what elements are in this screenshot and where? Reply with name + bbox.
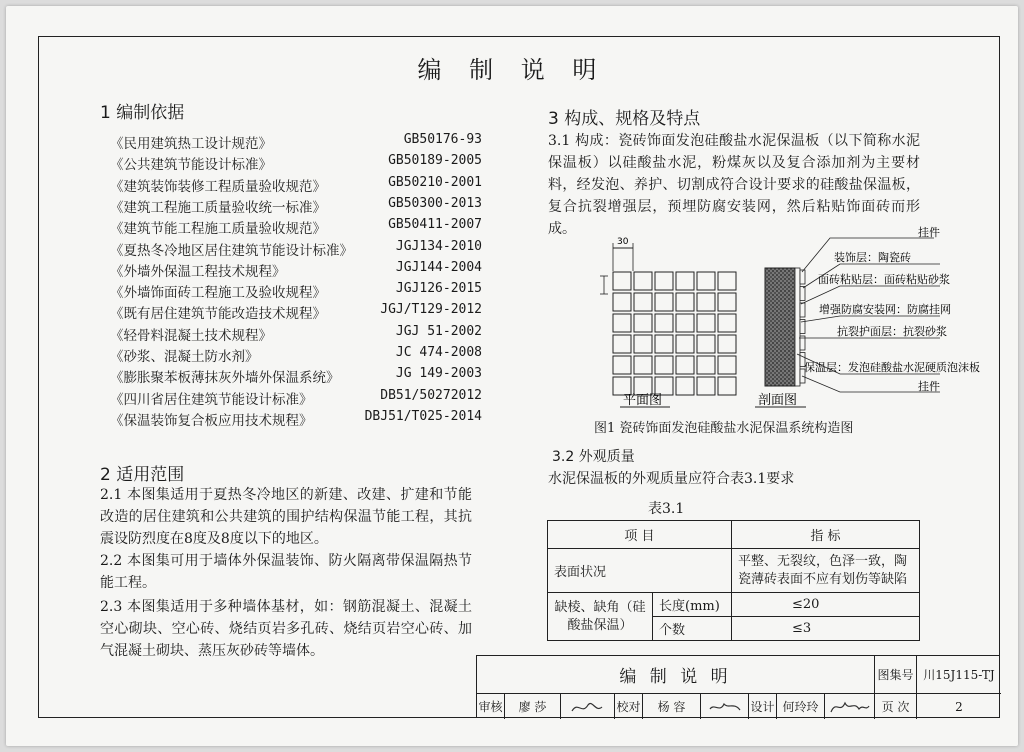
tile-cell <box>697 314 715 332</box>
tile-cell <box>634 272 652 290</box>
table-row1-value: 平整、无裂纹，色泽一致，陶瓷薄砖表面不应有划伤等缺陷 <box>732 549 920 593</box>
reviewer-name: 廖 莎 <box>505 694 561 719</box>
table-row1-item: 表面状况 <box>548 549 732 593</box>
standard-name: 《保温装饰复合板应用技术规程》 <box>110 412 313 429</box>
tile-cell <box>697 272 715 290</box>
section-tile <box>800 287 805 301</box>
title-block-name: 编 制 说 明 <box>477 656 875 694</box>
standard-name: 《外墙外保温工程技术规程》 <box>110 263 286 280</box>
standard-row <box>110 366 482 387</box>
table-row2-sub2: 个数 <box>653 617 732 641</box>
standard-code: GB50210-2001 <box>388 174 482 190</box>
standard-name: 《公共建筑节能设计标准》 <box>110 157 272 174</box>
tile-cell <box>718 293 736 311</box>
tile-cell <box>634 335 652 353</box>
standard-code: GB50411-2007 <box>388 217 482 233</box>
quality-table <box>547 520 920 641</box>
tile-cell <box>697 335 715 353</box>
tile-cell <box>676 314 694 332</box>
callout-hook-top: 挂件 <box>918 226 940 239</box>
tile-cell <box>634 314 652 332</box>
standard-code: JG 149-2003 <box>395 366 482 382</box>
appearance-heading: 3.2 外观质量 <box>552 449 635 465</box>
page-title: 编 制 说 明 <box>417 56 607 84</box>
standard-code: JC 474-2008 <box>395 345 482 360</box>
standard-code: JGJ/T129-2012 <box>380 302 482 318</box>
standard-code: GB50300-2013 <box>388 195 482 211</box>
construction-figure <box>540 226 980 438</box>
standard-name: 《轻骨料混凝土技术规程》 <box>110 327 272 344</box>
check-label: 校对 <box>615 694 643 719</box>
callout-hook-bottom: 挂件 <box>918 380 940 393</box>
tile-cell <box>676 272 694 290</box>
standard-code: DBJ51/T025-2014 <box>364 408 482 424</box>
tile-cell <box>697 377 715 395</box>
table-title: 表3.1 <box>648 501 685 517</box>
table-row2-sub1: 长度(mm) <box>653 593 732 617</box>
tile-cell <box>655 335 673 353</box>
tile-cell <box>655 356 673 374</box>
tile-cell <box>718 335 736 353</box>
standard-name: 《建筑装饰装修工程质量验收规范》 <box>110 178 326 195</box>
tile-cell <box>634 293 652 311</box>
reviewer-signature <box>561 694 615 719</box>
standard-code: JGJ134-2010 <box>395 238 482 254</box>
dimension-label: 30 <box>617 237 629 247</box>
standard-code: DB51/50272012 <box>380 387 482 403</box>
tile-cell <box>697 356 715 374</box>
tile-cell <box>676 356 694 374</box>
standard-row <box>110 345 482 366</box>
tile-cell <box>655 314 673 332</box>
table-row2-val2: ≤3 <box>732 617 920 641</box>
appearance-text: 水泥保温板的外观质量应符合表3.1要求 <box>548 471 795 487</box>
standard-row <box>110 388 482 409</box>
checker-name: 杨 容 <box>643 694 701 719</box>
standard-name: 《建筑节能工程施工质量验收规范》 <box>110 221 326 238</box>
title-block <box>476 655 1000 718</box>
tile-cell <box>613 272 631 290</box>
standard-name: 《既有居住建筑节能改造技术规程》 <box>110 306 326 323</box>
standard-name: 《夏热冬冷地区居住建筑节能设计标准》 <box>110 242 353 259</box>
tile-cell <box>613 356 631 374</box>
tile-cell <box>676 335 694 353</box>
figure-caption: 图1 瓷砖饰面发泡硅酸盐水泥保温系统构造图 <box>594 421 854 436</box>
section3-heading: 3 构成、规格及特点 <box>548 109 701 129</box>
tile-cell <box>718 356 736 374</box>
designer-name: 何玲玲 <box>777 694 825 719</box>
tile-cell <box>613 293 631 311</box>
plan-view-label: 平面图 <box>623 393 663 408</box>
checker-signature <box>701 694 749 719</box>
tile-cell <box>697 293 715 311</box>
tile-cell <box>613 335 631 353</box>
atlas-number: 川15J115-TJ <box>917 656 1001 694</box>
standard-name: 《民用建筑热工设计规范》 <box>110 136 272 152</box>
table-header-item: 项 目 <box>548 521 732 549</box>
tile-cell <box>613 314 631 332</box>
standard-code: GB50176-93 <box>403 132 482 147</box>
composition-paragraph: 3.1 构成：瓷砖饰面发泡硅酸盐水泥保温板（以下简称水泥保温板）以硅酸盐水泥，粉煤灰以及复合添加剂为主要材料，经发泡、养护、切割成符合设计要求的硅酸盐保温板，复合抗裂增强层，预埋防腐安装网，然后粘贴饰面砖而形成。 <box>548 133 920 237</box>
standard-row <box>110 260 482 281</box>
scope-paragraph-2: 2.2 本图集可用于墙体外保温装饰、防火隔离带保温隔热节能工程。 <box>100 553 472 591</box>
standard-code: JGJ126-2015 <box>395 281 482 297</box>
tile-cell <box>634 356 652 374</box>
standard-row <box>110 302 482 323</box>
table-row2-val1: ≤20 <box>732 593 920 617</box>
standard-code: JGJ 51-2002 <box>395 323 482 339</box>
page-number: 2 <box>955 699 963 714</box>
standard-row <box>110 153 482 174</box>
standard-name: 《膨胀聚苯板薄抹灰外墙外保温系统》 <box>110 370 340 387</box>
standard-name: 《外墙饰面砖工程施工及验收规程》 <box>110 285 326 302</box>
section1-heading: 1 编制依据 <box>100 103 185 123</box>
table-row2-item: 缺棱、缺角（硅酸盐保温） <box>548 593 653 641</box>
scope-paragraph-1: 2.1 本图集适用于夏热冬冷地区的新建、改建、扩建和节能改造的居住建筑和公共建筑的围护结构保温节能工程，其抗震设防烈度在8度及8度以下的地区。 <box>100 487 472 547</box>
review-label: 审核 <box>477 694 505 719</box>
tile-cell <box>718 272 736 290</box>
standard-row <box>110 324 482 345</box>
standard-row <box>110 239 482 260</box>
standard-name: 《建筑工程施工质量验收统一标准》 <box>110 199 326 216</box>
section-tile <box>800 270 805 284</box>
standard-code: GB50189-2005 <box>388 153 482 169</box>
tile-cell <box>655 293 673 311</box>
standard-row <box>110 132 482 153</box>
plan-view-grid <box>600 237 736 395</box>
section2-heading: 2 适用范围 <box>100 465 185 485</box>
tile-cell <box>718 314 736 332</box>
designer-signature <box>825 694 875 719</box>
callout-decor-layer: 装饰层：陶瓷砖 <box>834 251 911 264</box>
standard-row <box>110 175 482 196</box>
scope-paragraph-3: 2.3 本图集适用于多种墙体基材，如：钢筋混凝土、混凝土空心砌块、空心砖、烧结页岩多孔砖、烧结页岩空心砖、加气混凝土砌块、蒸压灰砂砖等墙体。 <box>100 599 472 659</box>
tile-cell <box>676 377 694 395</box>
table-header-index: 指 标 <box>732 521 920 549</box>
tile-cell <box>655 272 673 290</box>
callout-anticrack-layer: 抗裂护面层：抗裂砂浆 <box>837 325 947 338</box>
standard-name: 《砂浆、混凝土防水剂》 <box>110 349 259 365</box>
standard-row <box>110 281 482 302</box>
design-label: 设计 <box>749 694 777 719</box>
callout-adhesive-layer: 面砖粘贴层：面砖粘贴砂浆 <box>818 273 950 286</box>
section-tile <box>800 303 805 317</box>
standard-row <box>110 217 482 238</box>
section-view-label: 剖面图 <box>758 393 798 408</box>
standard-row <box>110 409 482 430</box>
standard-row <box>110 196 482 217</box>
atlas-label: 图集号 <box>875 656 917 694</box>
standard-name: 《四川省居住建筑节能设计标准》 <box>110 391 313 408</box>
callout-mesh-layer: 增强防腐安装网：防腐挂网 <box>819 303 951 316</box>
page-label: 页 次 <box>875 694 917 719</box>
callout-insulation-layer: 保温层：发泡硅酸盐水泥硬质泡沫板 <box>804 361 980 374</box>
tile-cell <box>718 377 736 395</box>
tile-cell <box>676 293 694 311</box>
standard-code: JGJ144-2004 <box>395 259 482 275</box>
